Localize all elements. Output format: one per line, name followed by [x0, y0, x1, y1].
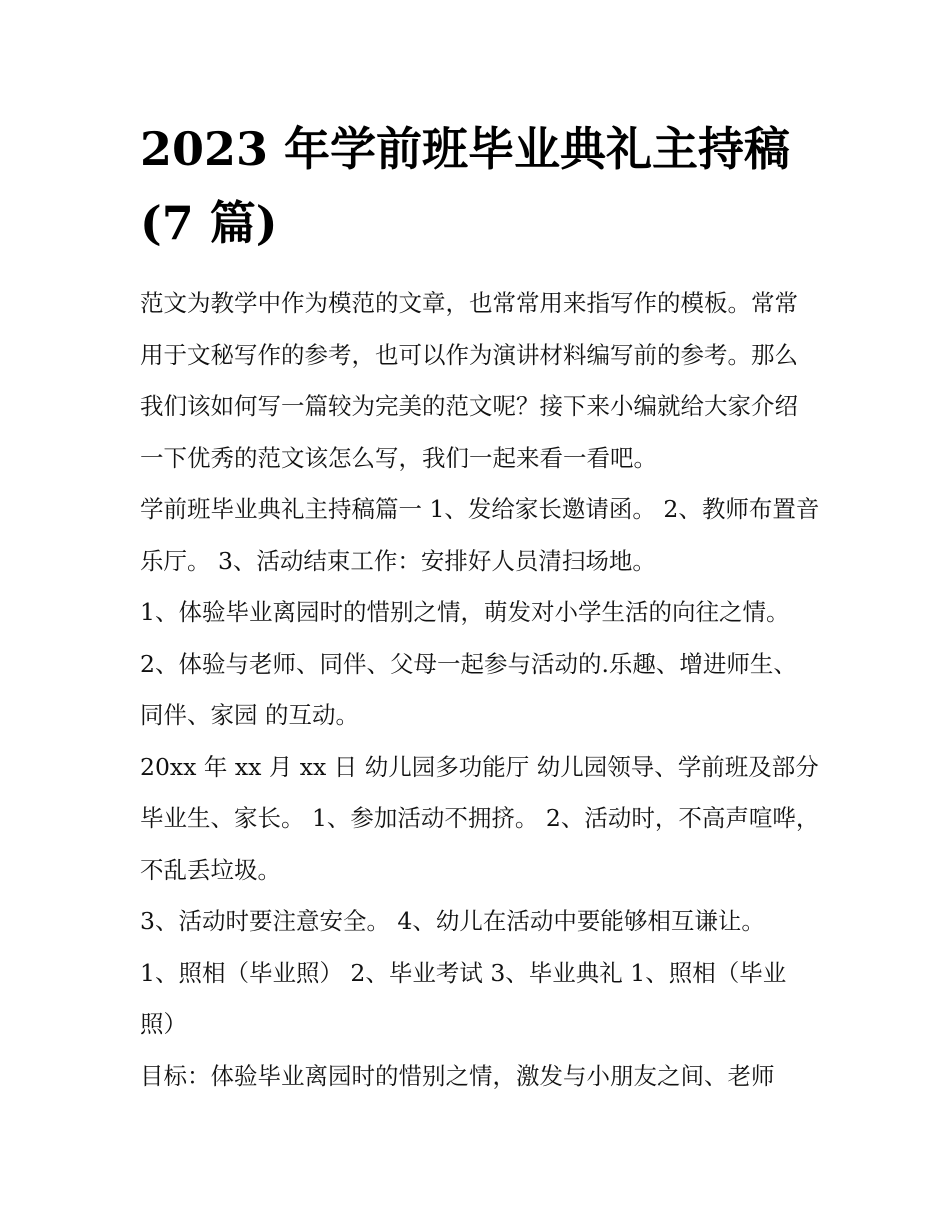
document-title: 2023 年学前班毕业典礼主持稿(7 篇) — [140, 122, 791, 250]
paragraph-preparation: 学前班毕业典礼主持稿篇一 1、发给家长邀请函。 2、教师布置音乐厅。 3、活动结束工作：安排好人员清扫场地。 — [140, 495, 820, 575]
paragraph-safety: 3、活动时要注意安全。 4、幼儿在活动中要能够相互谦让。 — [140, 907, 765, 935]
paragraph-goals: 1、体验毕业离园时的惜别之情，萌发对小学生活的向往之情。 2、体验与老师、同伴、父母一起参与活动的.乐趣、增进师生、同伴、家园 的互动。 — [140, 598, 797, 729]
paragraph-objective: 目标：体验毕业离园时的惜别之情，激发与小朋友之间、老师 — [140, 1061, 775, 1090]
paragraph-time-place: 20xx 年 xx 月 xx 日 幼儿园多功能厅 幼儿园领导、学前班及部分毕业生、家长。 1、参加活动不拥挤。 2、活动时，不高声喧哗，不乱丢垃圾。 — [140, 752, 820, 884]
paragraph-intro: 范文为教学中作为模范的文章，也常常用来指写作的模板。常常用于文秘写作的参考，也可以作为演讲材料编写前的参考。那么我们该如何写一篇较为完美的范文呢？接下来小编就给大家介绍一下优秀的范文该怎么写，我们一起来看一看吧。 — [140, 289, 798, 472]
document-body — [140, 278, 820, 1102]
paragraph-schedule: 1、照相（毕业照） 2、毕业考试 3、毕业典礼 1、照相（毕业照） — [140, 958, 787, 1038]
